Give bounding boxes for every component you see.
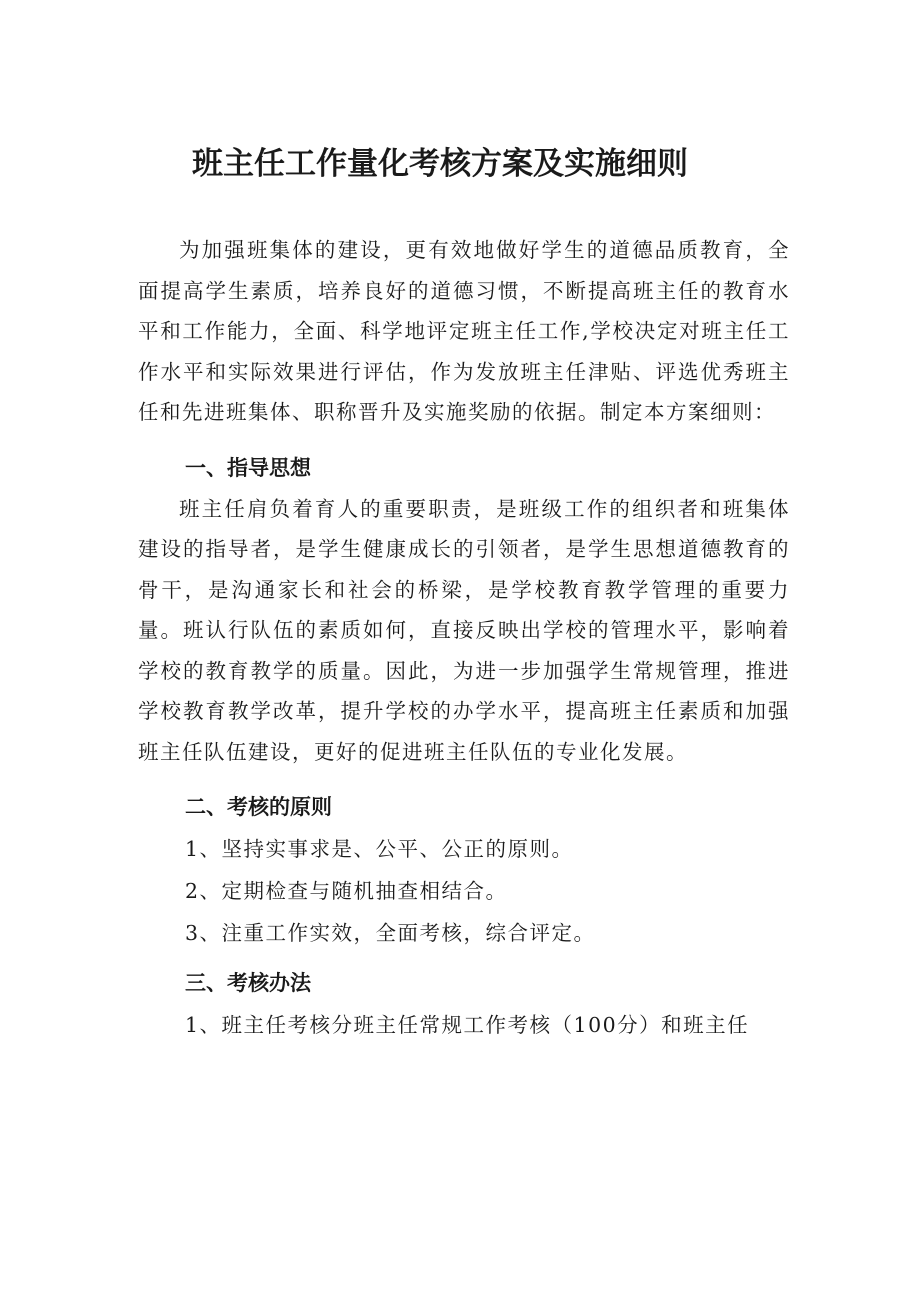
guiding-ideology-paragraph: 班主任肩负着育人的重要职责，是班级工作的组织者和班集体建设的指导者，是学生健康成长的引领者，是学生思想道德教育的骨干，是沟通家长和社会的桥梁，是学校教育教学管理的重要力量。班认行队伍的素质如何，直接反映出学校的管理水平，影响着学校的教育教学的质量。因此，为进一步加强学生常规管理，推进学校教育教学改革，提升学校的办学水平，提高班主任素质和加强班主任队伍建设，更好的促进班主任队伍的专业化发展。 xyxy=(138,496,790,764)
principle-item: 2、定期检查与随机抽查相结合。 xyxy=(185,879,508,903)
section-heading-guiding-ideology: 一、指导思想 xyxy=(185,455,311,480)
principle-item: 1、坚持实事求是、公平、公正的原则。 xyxy=(185,837,574,861)
document-body xyxy=(138,230,790,1046)
section-heading-principles: 二、考核的原则 xyxy=(185,795,332,819)
document-title: 班主任工作量化考核方案及实施细则 xyxy=(192,146,688,182)
principle-item: 3、注重工作实效，全面考核，综合评定。 xyxy=(185,921,596,945)
intro-paragraph: 为加强班集体的建设，更有效地做好学生的道德品质教育，全面提高学生素质，培养良好的道德习惯，不断提高班主任的教育水平和工作能力，全面、科学地评定班主任工作,学校决定对班主任工作水平和实际效果进行评估，作为发放班主任津贴、评选优秀班主任和先进班集体、职称晋升及实施奖励的依据。制定本方案细则： xyxy=(138,238,790,424)
section-heading-methods: 三、考核办法 xyxy=(185,971,311,995)
method-item: 1、班主任考核分班主任常规工作考核（100分）和班主任 xyxy=(185,1013,750,1037)
